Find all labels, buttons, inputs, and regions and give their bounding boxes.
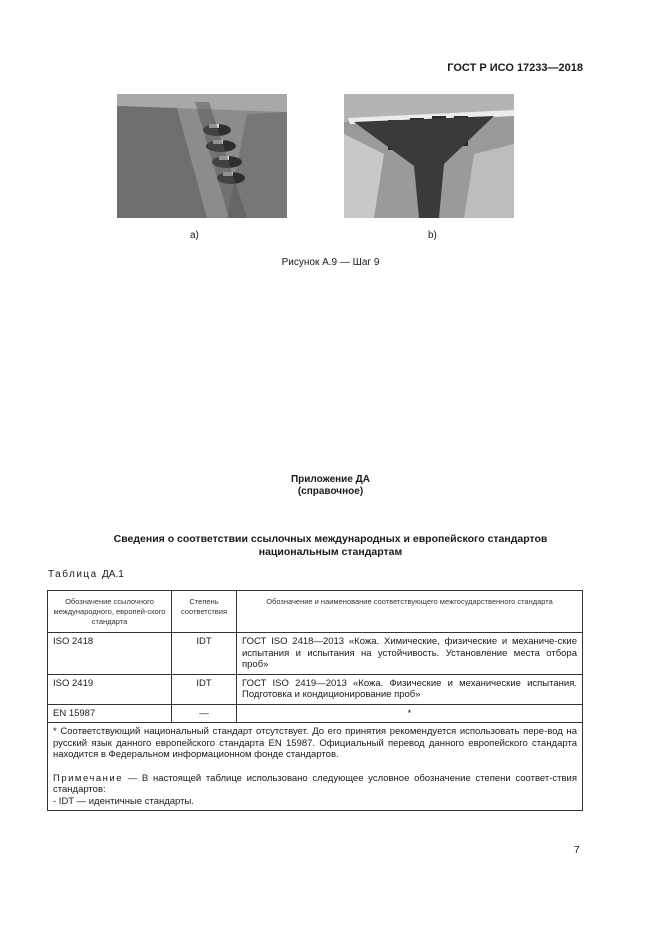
cell-national: * xyxy=(237,704,583,723)
note-text: — В настоящей таблице использовано следующее условное обозначение степени соответ-ствия стандартов: xyxy=(53,772,577,795)
annex-title: Приложение ДА xyxy=(290,474,371,485)
page-number: 7 xyxy=(574,845,580,856)
cell-ref: ISO 2419 xyxy=(48,674,172,704)
table-header-row xyxy=(48,591,583,633)
cell-degree: — xyxy=(172,704,237,723)
footnote-text: * Соответствующий национальный стандарт отсутствует. До его принятия рекомендуется использовать пере-вод на русский язык данного европейского стандарта EN 15987. Официальный перевод данного европейского стандарта находится в Федеральном информационном фонде стандартов. xyxy=(53,726,577,760)
header-national-standard: Обозначение и наименование соответствующего межгосударственного стандарта xyxy=(237,591,583,633)
document-code: ГОСТ Р ИСО 17233—2018 xyxy=(447,62,583,74)
table-footnote-cell xyxy=(48,723,583,811)
header-ref-standard: Обозначение ссылочного международного, европей-ского стандарта xyxy=(48,591,172,633)
note-paragraph xyxy=(53,773,577,796)
table-footnote-row xyxy=(48,723,583,811)
table-row xyxy=(48,674,583,704)
figure-label-b: b) xyxy=(428,230,437,241)
section-title-line1: Сведения о соответствии ссылочных международных и европейского стандартов xyxy=(113,533,548,545)
annex-subtitle: (справочное) xyxy=(297,486,364,497)
note-label: Примечание xyxy=(53,772,123,784)
correspondence-table xyxy=(47,590,583,811)
figure-caption: Рисунок А.9 — Шаг 9 xyxy=(281,257,380,268)
table-label-word: Таблица xyxy=(48,569,98,580)
cell-ref: EN 15987 xyxy=(48,704,172,723)
cell-ref: ISO 2418 xyxy=(48,633,172,675)
table-row xyxy=(48,704,583,723)
figure-label-a: a) xyxy=(190,230,199,241)
table-label xyxy=(48,569,124,580)
note-item: - IDT — идентичные стандарты. xyxy=(53,795,194,807)
figure-photo-a xyxy=(117,94,287,218)
cell-degree: IDT xyxy=(172,674,237,704)
cell-degree: IDT xyxy=(172,633,237,675)
header-degree: Степень соответствия xyxy=(172,591,237,633)
annex-heading xyxy=(0,474,661,498)
section-title xyxy=(0,533,661,559)
cell-national: ГОСТ ISO 2418—2013 «Кожа. Химические, физические и механиче-ские испытания и испытания на устойчивость. Установление места отбора проб» xyxy=(237,633,583,675)
figure-photo-b xyxy=(344,94,514,218)
table-label-number: ДА.1 xyxy=(102,569,124,580)
section-title-line2: национальным стандартам xyxy=(258,546,403,558)
table-row xyxy=(48,633,583,675)
cell-national: ГОСТ ISO 2419—2013 «Кожа. Физические и механические испытания. Подготовка и кондиционирование проб» xyxy=(237,674,583,704)
